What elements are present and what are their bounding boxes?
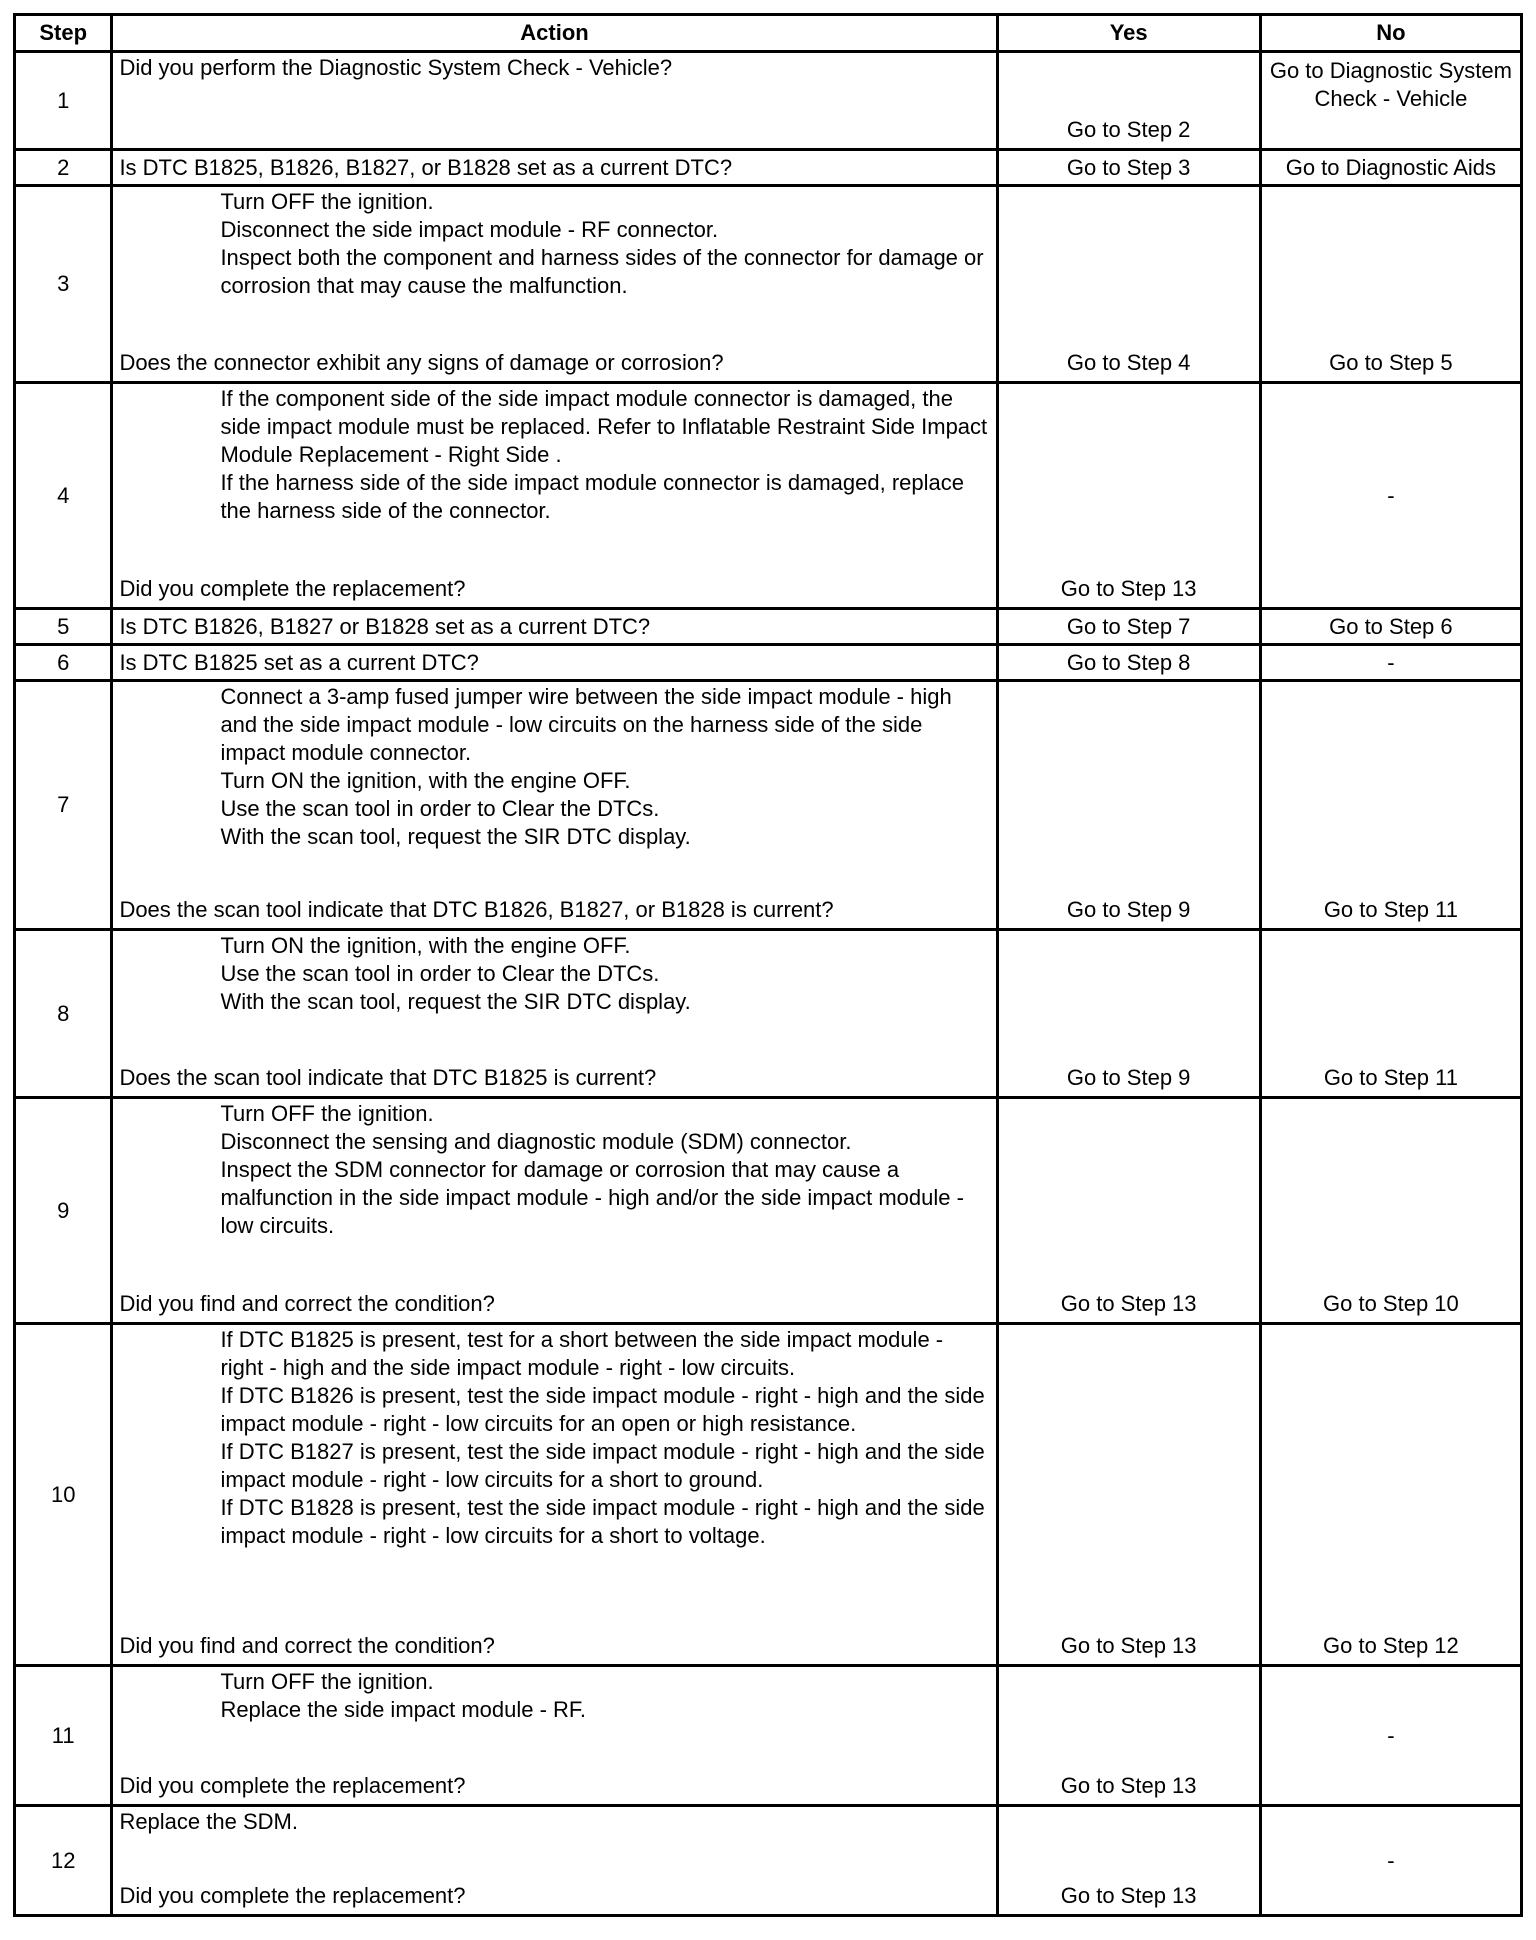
table-row [15,1806,1522,1916]
action-lead: Replace the SDM. [119,1809,298,1834]
step-number: 10 [15,1324,112,1666]
no-result: Go to Diagnostic Aids [1260,150,1521,186]
action-cell [112,150,997,186]
action-instruction: Replace the side impact module - RF. [220,1697,587,1722]
action-question: Is DTC B1826, B1827 or B1828 set as a current DTC? [119,613,651,639]
no-result: Go to Step 10 [1260,1098,1521,1324]
action-instruction: Turn OFF the ignition. [220,1101,434,1126]
no-result: Go to Step 11 [1260,930,1521,1098]
action-cell [112,609,997,645]
no-result: Go to Diagnostic System Check - Vehicle [1260,52,1521,150]
step-number: 2 [15,150,112,186]
yes-result: Go to Step 2 [997,52,1260,150]
action-instruction: Connect a 3-amp fused jumper wire between the side impact module - high and the side impact module - low circuits on the harness side of the side impact module connector. [220,684,952,765]
no-result: Go to Step 5 [1260,186,1521,383]
table-row [15,150,1522,186]
table-row [15,645,1522,681]
table-row [15,1666,1522,1806]
action-question: Did you complete the replacement? [119,1773,466,1798]
yes-result: Go to Step 4 [997,186,1260,383]
yes-result: Go to Step 9 [997,930,1260,1098]
step-number: 6 [15,645,112,681]
no-result: Go to Step 12 [1260,1324,1521,1666]
header-yes: Yes [997,15,1260,52]
step-number: 12 [15,1806,112,1916]
action-question: Is DTC B1825, B1826, B1827, or B1828 set as a current DTC? [119,154,733,180]
action-instruction: Turn ON the ignition, with the engine OFF. [220,933,631,958]
header-row [15,15,1522,52]
table-row [15,930,1522,1098]
action-instruction: Disconnect the side impact module - RF connector. [220,217,719,242]
table-row [15,609,1522,645]
action-instruction: If DTC B1825 is present, test for a short between the side impact module - right - high and the side impact module - right - low circuits. [220,1327,944,1380]
diagnostic-table [13,13,1523,1917]
action-cell [112,930,997,1098]
yes-result: Go to Step 13 [997,1098,1260,1324]
table-row [15,383,1522,609]
no-result: - [1260,645,1521,681]
action-question: Did you complete the replacement? [119,1883,466,1908]
action-cell [112,1806,997,1916]
no-result: Go to Step 6 [1260,609,1521,645]
step-number: 5 [15,609,112,645]
action-question: Did you complete the replacement? [119,576,466,601]
action-instruction: If DTC B1827 is present, test the side impact module - right - high and the side impact module - right - low circuits for a short to ground. [220,1439,985,1492]
action-instruction: Disconnect the sensing and diagnostic module (SDM) connector. [220,1129,852,1154]
step-number: 4 [15,383,112,609]
yes-result: Go to Step 3 [997,150,1260,186]
header-action: Action [112,15,997,52]
yes-result: Go to Step 13 [997,1806,1260,1916]
table-row [15,681,1522,930]
action-instruction: Inspect both the component and harness sides of the connector for damage or corrosion that may cause the malfunction. [220,245,984,298]
action-instruction: If the component side of the side impact module connector is damaged, the side impact module must be replaced. Refer to Inflatable Restraint Side Impact Module Replacement - Right Side . [220,386,988,467]
yes-result: Go to Step 13 [997,1666,1260,1806]
header-step: Step [15,15,112,52]
step-number: 7 [15,681,112,930]
action-cell [112,645,997,681]
action-instruction: With the scan tool, request the SIR DTC display. [220,824,691,849]
action-instruction: If the harness side of the side impact module connector is damaged, replace the harness side of the connector. [220,470,964,523]
action-instruction: Turn OFF the ignition. [220,189,434,214]
action-instruction: Use the scan tool in order to Clear the DTCs. [220,796,660,821]
yes-result: Go to Step 13 [997,383,1260,609]
action-cell [112,1324,997,1666]
yes-result: Go to Step 13 [997,1324,1260,1666]
action-instruction: With the scan tool, request the SIR DTC display. [220,989,691,1014]
table-row [15,1098,1522,1324]
no-result: - [1260,1666,1521,1806]
step-number: 1 [15,52,112,150]
action-cell [112,186,997,383]
action-instruction: Use the scan tool in order to Clear the DTCs. [220,961,660,986]
action-question: Does the scan tool indicate that DTC B1826, B1827, or B1828 is current? [119,897,834,922]
no-result: - [1260,383,1521,609]
table-row [15,1324,1522,1666]
action-question: Is DTC B1825 set as a current DTC? [119,649,479,675]
action-instruction: Turn OFF the ignition. [220,1669,434,1694]
action-instruction: If DTC B1826 is present, test the side impact module - right - high and the side impact module - right - low circuits for an open or high resistance. [220,1383,985,1436]
no-result: - [1260,1806,1521,1916]
step-number: 11 [15,1666,112,1806]
yes-result: Go to Step 8 [997,645,1260,681]
step-number: 3 [15,186,112,383]
action-instruction: Inspect the SDM connector for damage or corrosion that may cause a malfunction in the side impact module - high and/or the side impact module - low circuits. [220,1157,964,1238]
action-question: Did you perform the Diagnostic System Check - Vehicle? [119,55,673,80]
table-row [15,52,1522,150]
yes-result: Go to Step 7 [997,609,1260,645]
action-instruction: If DTC B1828 is present, test the side impact module - right - high and the side impact module - right - low circuits for a short to voltage. [220,1495,985,1548]
action-question: Did you find and correct the condition? [119,1633,495,1658]
header-no: No [1260,15,1521,52]
action-cell [112,52,997,150]
action-cell [112,681,997,930]
step-number: 8 [15,930,112,1098]
action-cell [112,1098,997,1324]
yes-result: Go to Step 9 [997,681,1260,930]
action-instruction: Turn ON the ignition, with the engine OFF. [220,768,631,793]
table-row [15,186,1522,383]
action-question: Does the scan tool indicate that DTC B1825 is current? [119,1065,657,1090]
action-question: Does the connector exhibit any signs of damage or corrosion? [119,350,724,375]
no-result: Go to Step 11 [1260,681,1521,930]
action-cell [112,383,997,609]
step-number: 9 [15,1098,112,1324]
action-question: Did you find and correct the condition? [119,1291,495,1316]
action-cell [112,1666,997,1806]
